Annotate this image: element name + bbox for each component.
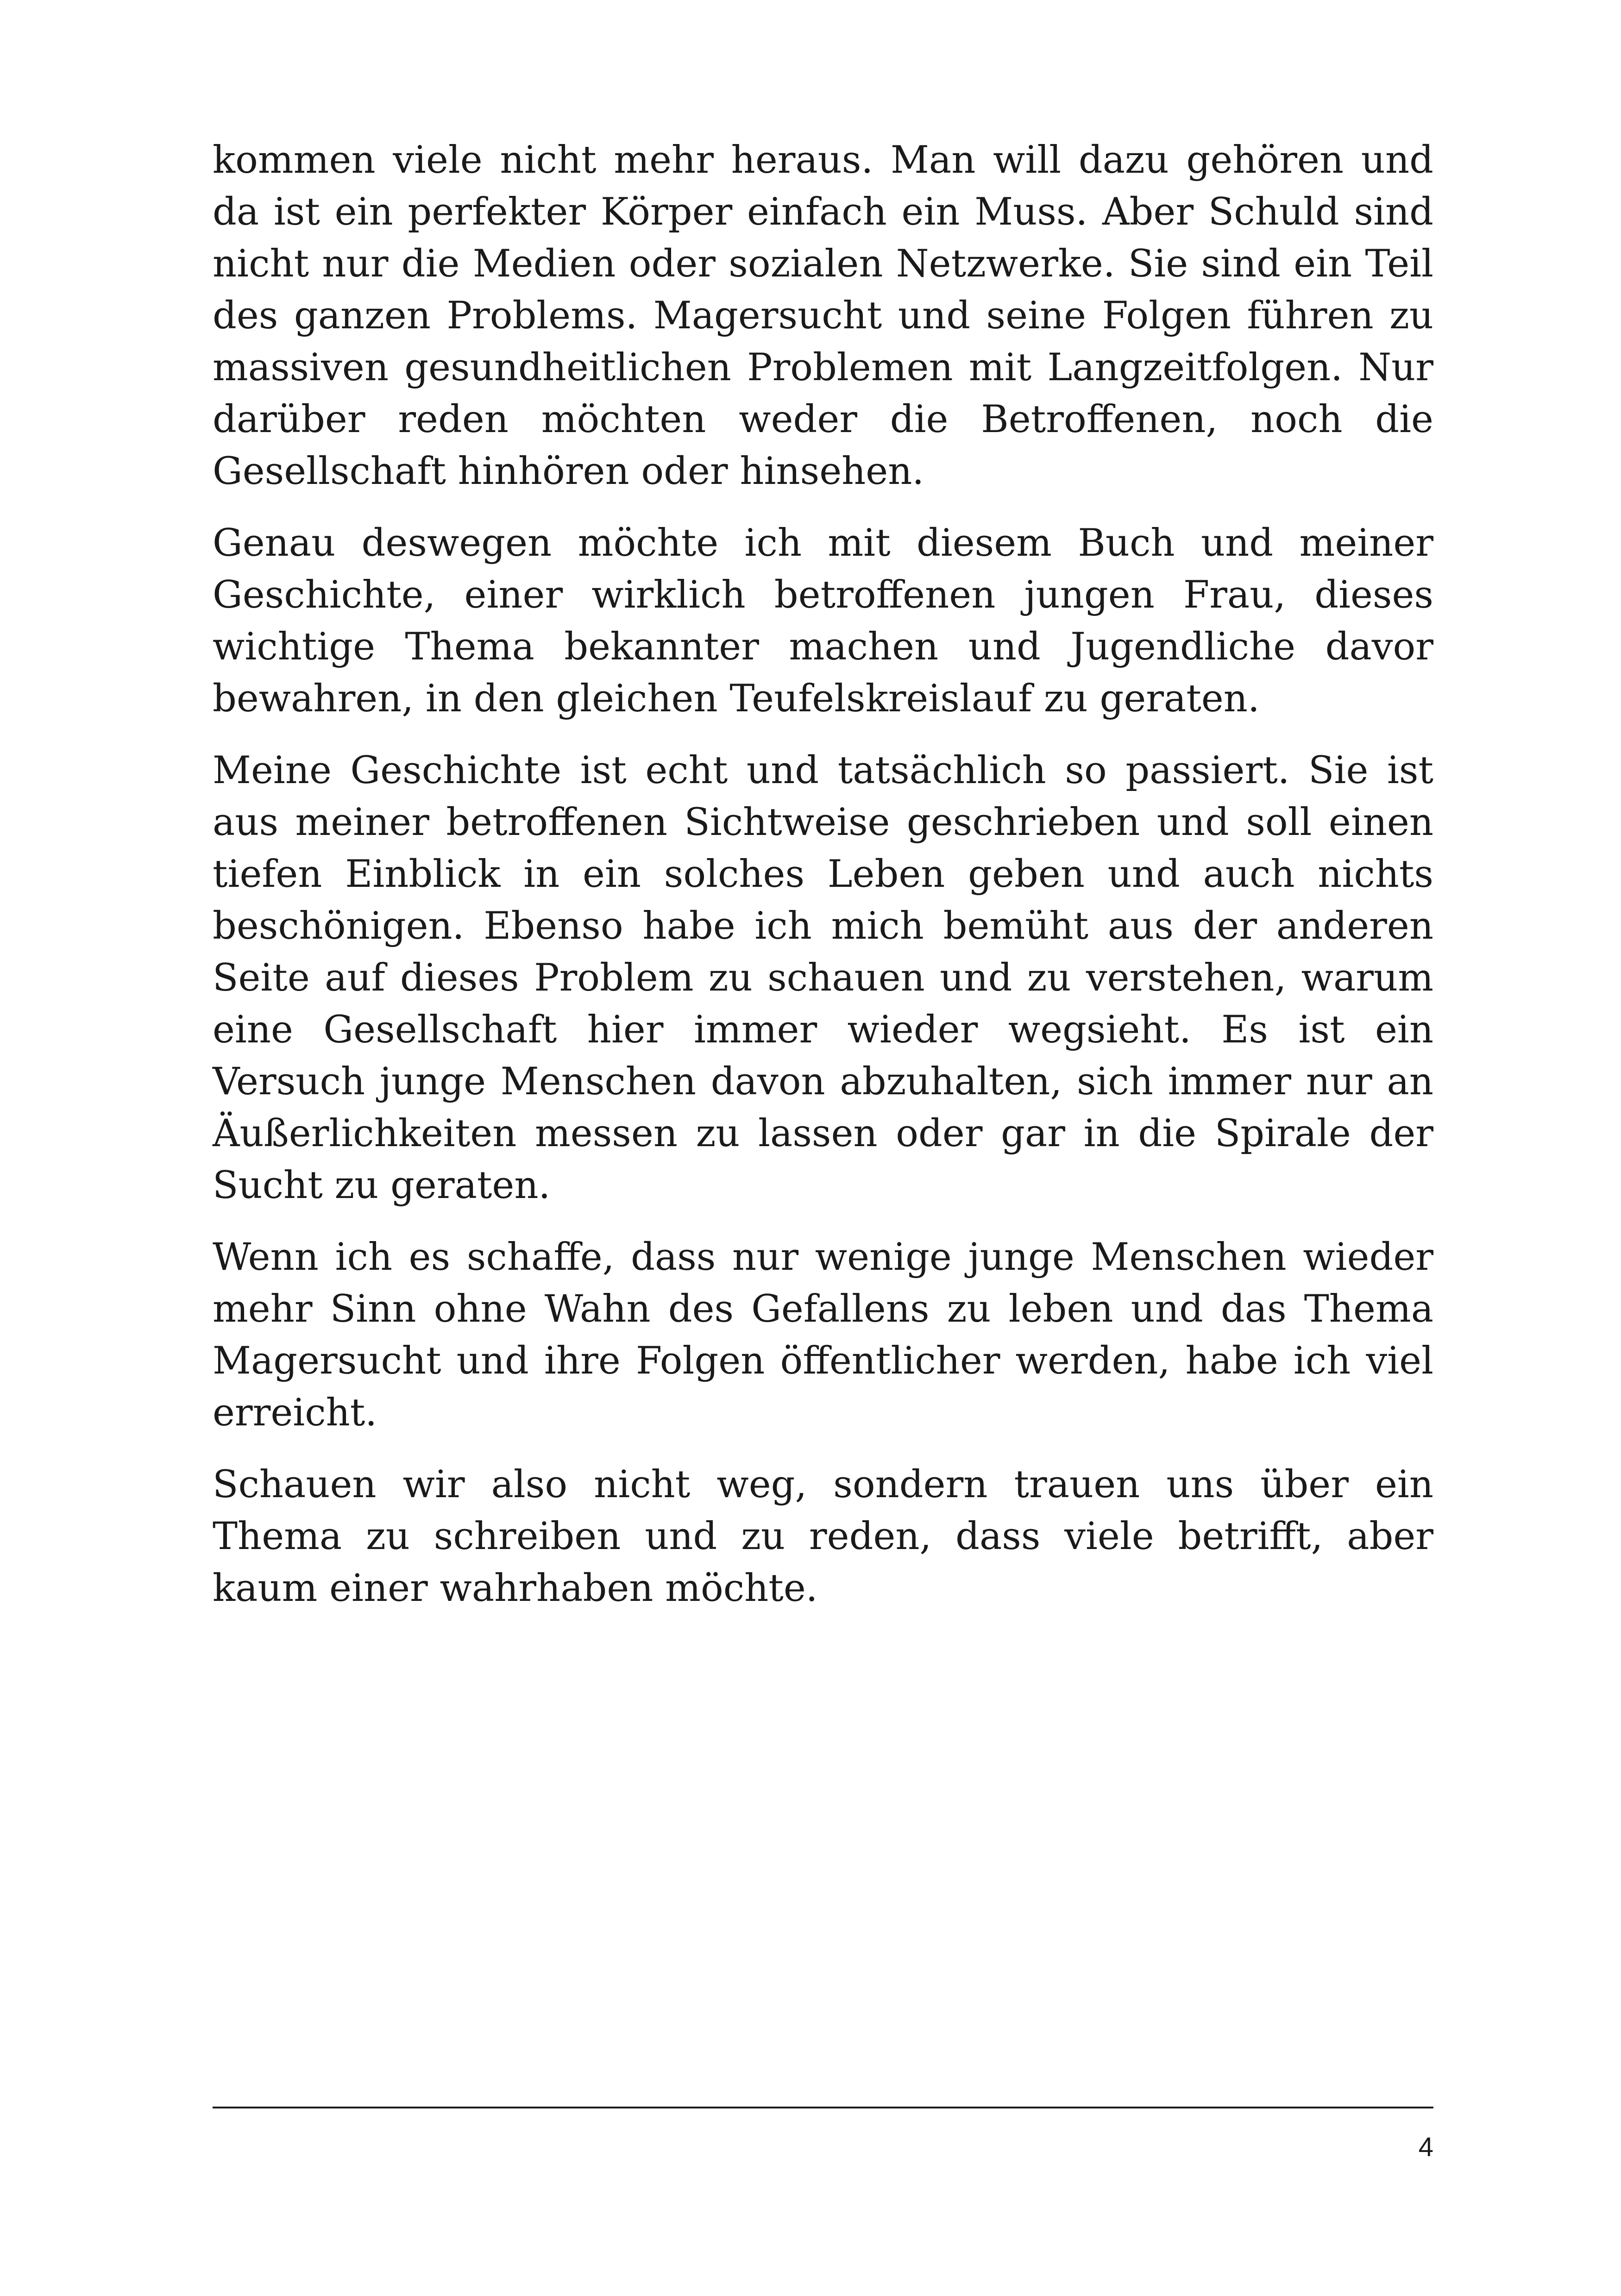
paragraph: Genau deswegen möchte ich mit diesem Buch und meiner Geschichte, einer wirklich betroffenen jungen Frau, dieses wichtige Thema bekannter machen und Jugendliche davor bewahren, in den gleichen Teufelskreislauf zu geraten. bbox=[213, 521, 1433, 721]
paragraph: Wenn ich es schaffe, dass nur wenige junge Menschen wieder mehr Sinn ohne Wahn des Gefallens zu leben und das Thema Magersucht und ihre Folgen öffentlicher werden, habe ich viel erreicht. bbox=[213, 1236, 1433, 1435]
footer-divider bbox=[213, 2107, 1433, 2108]
paragraph: kommen viele nicht mehr heraus. Man will dazu gehören und da ist ein perfekter Körper einfach ein Muss. Aber Schuld sind nicht nur die Medien oder sozialen Netzwerke. Sie sind ein Teil des ganzen Problems. Magersucht und seine Folgen führen zu massiven gesundheitlichen Problemen mit Langzeitfolgen. Nur darüber reden möchten weder die Betroffenen, noch die Gesellschaft hinhören oder hinsehen. bbox=[213, 138, 1433, 493]
paragraph: Schauen wir also nicht weg, sondern trauen uns über ein Thema zu schreiben und zu reden, dass viele betrifft, aber kaum einer wahrhaben möchte. bbox=[213, 1463, 1433, 1610]
paragraph: Meine Geschichte ist echt und tatsächlich so passiert. Sie ist aus meiner betroffenen Sichtweise geschrieben und soll einen tiefen Einblick in ein solches Leben geben und auch nichts beschönigen. Ebenso habe ich mich bemüht aus der anderen Seite auf dieses Problem zu schauen und zu verstehen, warum eine Gesellschaft hier immer wieder wegsieht. Es ist ein Versuch junge Menschen davon abzuhalten, sich immer nur an Äußerlichkeiten messen zu lassen oder gar in die Spirale der Sucht zu geraten. bbox=[213, 749, 1433, 1207]
page-number: 4 bbox=[1418, 2132, 1433, 2162]
body-text bbox=[213, 134, 1433, 1634]
